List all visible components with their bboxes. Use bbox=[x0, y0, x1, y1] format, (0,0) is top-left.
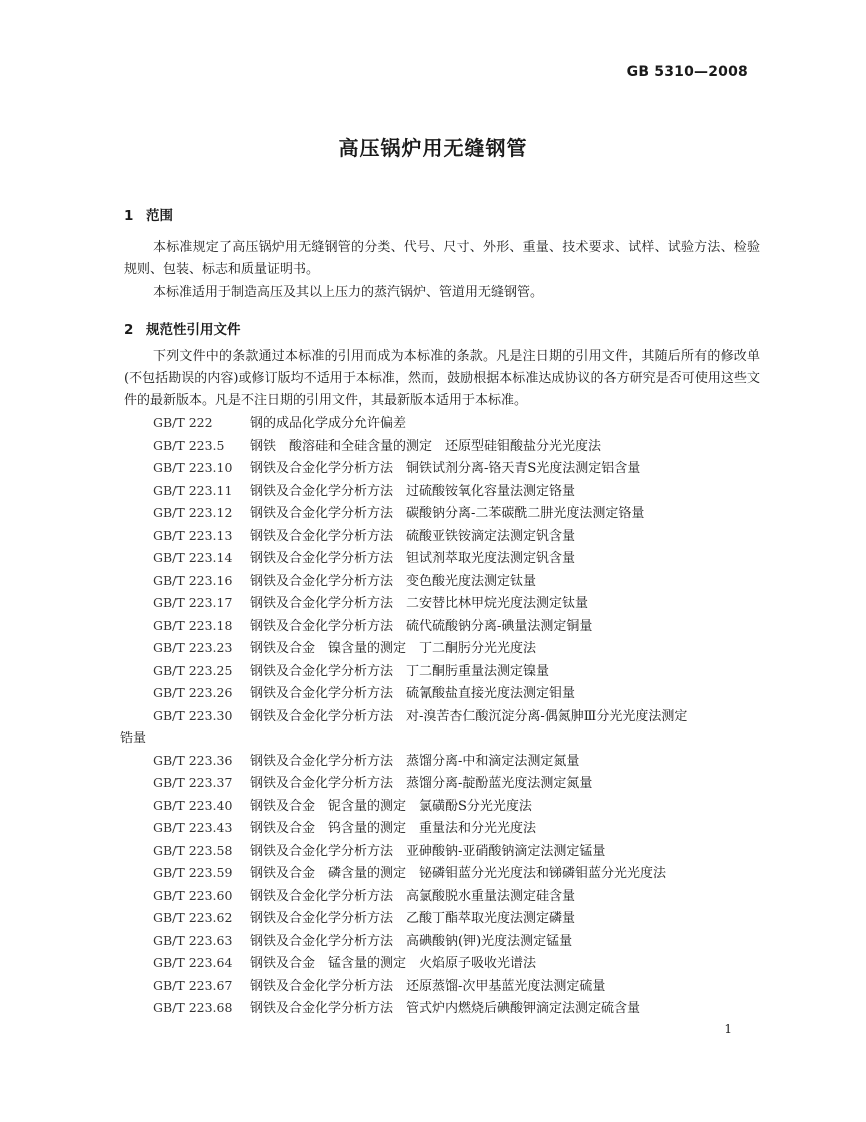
reference-title: 钢铁及合金 钨含量的测定 重量法和分光光度法 bbox=[250, 821, 537, 836]
reference-title: 钢铁及合金化学分析方法 变色酸光度法测定钛量 bbox=[250, 573, 537, 589]
reference-item bbox=[124, 862, 764, 885]
reference-code: GB/T 223.36 bbox=[153, 752, 233, 768]
section-1-number: 1 bbox=[124, 208, 134, 224]
reference-item bbox=[124, 705, 764, 728]
reference-title: 钢铁及合金化学分析方法 蒸馏分离-靛酚蓝光度法测定氮量 bbox=[250, 776, 593, 791]
reference-code: GB/T 223.63 bbox=[153, 932, 233, 948]
section-2-title: 规范性引用文件 bbox=[146, 322, 241, 338]
reference-code: GB/T 223.23 bbox=[153, 640, 233, 655]
reference-title: 钢铁及合金化学分析方法 高碘酸钠(钾)光度法测定锰量 bbox=[250, 933, 573, 949]
reference-item bbox=[124, 547, 764, 570]
reference-code: GB/T 223.37 bbox=[153, 775, 233, 790]
reference-code: GB/T 223.10 bbox=[153, 460, 233, 475]
normative-references-intro: 下列文件中的条款通过本标准的引用而成为本标准的条款。凡是注日期的引用文件，其随后所有的修改单(不包括勘误的内容)或修订版均不适用于本标准，然而，鼓励根据本标准达成协议的各方研究是否可使用这些文件的最新版本。凡是不注日期的引用文件，其最新版本适用于本标准。 bbox=[124, 349, 760, 408]
reference-code: GB/T 223.14 bbox=[153, 550, 233, 565]
reference-title: 钢铁及合金化学分析方法 乙酸丁酯萃取光度法测定磷量 bbox=[250, 911, 576, 926]
reference-item bbox=[124, 682, 764, 705]
section-2-heading bbox=[124, 318, 241, 338]
reference-title: 钢铁及合金化学分析方法 二安替比林甲烷光度法测定钛量 bbox=[250, 596, 589, 611]
reference-title: 钢铁及合金 镍含量的测定 丁二酮肟分光光度法 bbox=[250, 641, 537, 656]
reference-item bbox=[124, 615, 764, 638]
reference-code: GB/T 223.18 bbox=[153, 617, 233, 633]
reference-title: 钢铁及合金化学分析方法 丁二酮肟重量法测定镍量 bbox=[250, 663, 550, 679]
reference-title: 钢的成品化学成分允许偏差 bbox=[250, 416, 407, 431]
reference-code: GB/T 223.11 bbox=[153, 482, 233, 498]
reference-code: GB/T 223.26 bbox=[153, 685, 233, 700]
reference-title: 钢铁及合金化学分析方法 碳酸钠分离-二苯碳酰二肼光度法测定铬量 bbox=[250, 506, 645, 521]
scope-paragraph-2: 本标准适用于制造高压及其以上压力的蒸汽锅炉、管道用无缝钢管。 bbox=[153, 285, 544, 300]
reference-item bbox=[124, 885, 764, 908]
reference-code: GB/T 223.60 bbox=[153, 887, 233, 903]
reference-item bbox=[124, 772, 764, 795]
reference-item bbox=[124, 570, 764, 593]
reference-title: 钢铁及合金 铌含量的测定 氯磺酚S分光光度法 bbox=[250, 798, 532, 814]
reference-code: GB/T 223.59 bbox=[153, 865, 233, 880]
section-2-number: 2 bbox=[124, 322, 134, 338]
document-title: 高压锅炉用无缝钢管 bbox=[338, 136, 528, 160]
reference-title: 钢铁及合金化学分析方法 亚砷酸钠-亚硝酸钠滴定法测定锰量 bbox=[250, 843, 606, 859]
reference-item bbox=[124, 457, 764, 480]
reference-title: 钢铁及合金化学分析方法 蒸馏分离-中和滴定法测定氮量 bbox=[250, 753, 580, 769]
reference-code: GB/T 223.17 bbox=[153, 595, 233, 610]
reference-item bbox=[124, 502, 764, 525]
reference-code: GB/T 223.13 bbox=[153, 527, 233, 543]
reference-title: 钢铁及合金化学分析方法 硫酸亚铁铵滴定法测定钒含量 bbox=[250, 528, 576, 544]
reference-item bbox=[124, 750, 764, 773]
scope-paragraph-1: 本标准规定了高压锅炉用无缝钢管的分类、代号、尺寸、外形、重量、技术要求、试样、试验方法、检验规则、包装、标志和质量证明书。 bbox=[124, 240, 760, 277]
reference-item bbox=[124, 525, 764, 548]
reference-item bbox=[124, 795, 764, 818]
page-number: 1 bbox=[724, 1022, 732, 1036]
reference-title: 钢铁及合金化学分析方法 硫氰酸盐直接光度法测定钼量 bbox=[250, 686, 576, 701]
reference-item bbox=[124, 997, 764, 1020]
reference-code: GB/T 223.62 bbox=[153, 910, 233, 925]
reference-item bbox=[124, 480, 764, 503]
reference-title: 钢铁及合金化学分析方法 高氯酸脱水重量法测定硅含量 bbox=[250, 888, 576, 904]
reference-code: GB/T 223.5 bbox=[153, 437, 225, 453]
reference-title: 钢铁及合金化学分析方法 硫代硫酸钠分离-碘量法测定铜量 bbox=[250, 618, 593, 634]
reference-code: GB/T 222 bbox=[153, 415, 213, 430]
reference-title: 钢铁 酸溶硅和全硅含量的测定 还原型硅钼酸盐分光光度法 bbox=[250, 438, 602, 454]
reference-title: 钢铁及合金化学分析方法 管式炉内燃烧后碘酸钾滴定法测定硫含量 bbox=[250, 1001, 641, 1016]
standard-number: GB 5310—2008 bbox=[626, 64, 748, 80]
reference-code: GB/T 223.67 bbox=[153, 977, 233, 993]
reference-code: GB/T 223.68 bbox=[153, 1000, 233, 1015]
reference-title: 钢铁及合金化学分析方法 钽试剂萃取光度法测定钒含量 bbox=[250, 551, 576, 566]
reference-item bbox=[124, 975, 764, 998]
reference-item bbox=[124, 907, 764, 930]
reference-code: GB/T 223.12 bbox=[153, 505, 233, 520]
reference-code: GB/T 223.64 bbox=[153, 955, 233, 970]
reference-item bbox=[124, 660, 764, 683]
reference-title: 钢铁及合金 锰含量的测定 火焰原子吸收光谱法 bbox=[250, 956, 537, 971]
reference-item bbox=[124, 817, 764, 840]
reference-code: GB/T 223.16 bbox=[153, 572, 233, 588]
reference-code: GB/T 223.43 bbox=[153, 820, 233, 835]
section-1-title: 范围 bbox=[146, 208, 173, 224]
reference-title: 钢铁及合金 磷含量的测定 铋磷钼蓝分光光度法和锑磷钼蓝分光光度法 bbox=[250, 866, 667, 881]
section-1-heading bbox=[124, 204, 173, 224]
reference-code: GB/T 223.40 bbox=[153, 797, 233, 813]
reference-item bbox=[124, 412, 764, 435]
reference-code: GB/T 223.25 bbox=[153, 662, 233, 678]
reference-item bbox=[124, 592, 764, 615]
reference-item bbox=[124, 930, 764, 953]
reference-title-continuation: 锆量 bbox=[120, 731, 147, 746]
reference-title: 钢铁及合金化学分析方法 过硫酸铵氧化容量法测定铬量 bbox=[250, 483, 576, 499]
reference-item bbox=[124, 637, 764, 660]
reference-item bbox=[124, 435, 764, 458]
reference-title: 钢铁及合金化学分析方法 还原蒸馏-次甲基蓝光度法测定硫量 bbox=[250, 978, 606, 994]
reference-title: 钢铁及合金化学分析方法 对-溴苦杏仁酸沉淀分离-偶氮胂Ⅲ分光光度法测定 bbox=[250, 708, 688, 724]
reference-code: GB/T 223.58 bbox=[153, 842, 233, 858]
reference-item bbox=[124, 840, 764, 863]
reference-item bbox=[124, 952, 764, 975]
reference-list bbox=[120, 412, 764, 1020]
reference-code: GB/T 223.30 bbox=[153, 707, 233, 723]
reference-title: 钢铁及合金化学分析方法 铜铁试剂分离-铬天青S光度法测定铝含量 bbox=[250, 461, 641, 476]
